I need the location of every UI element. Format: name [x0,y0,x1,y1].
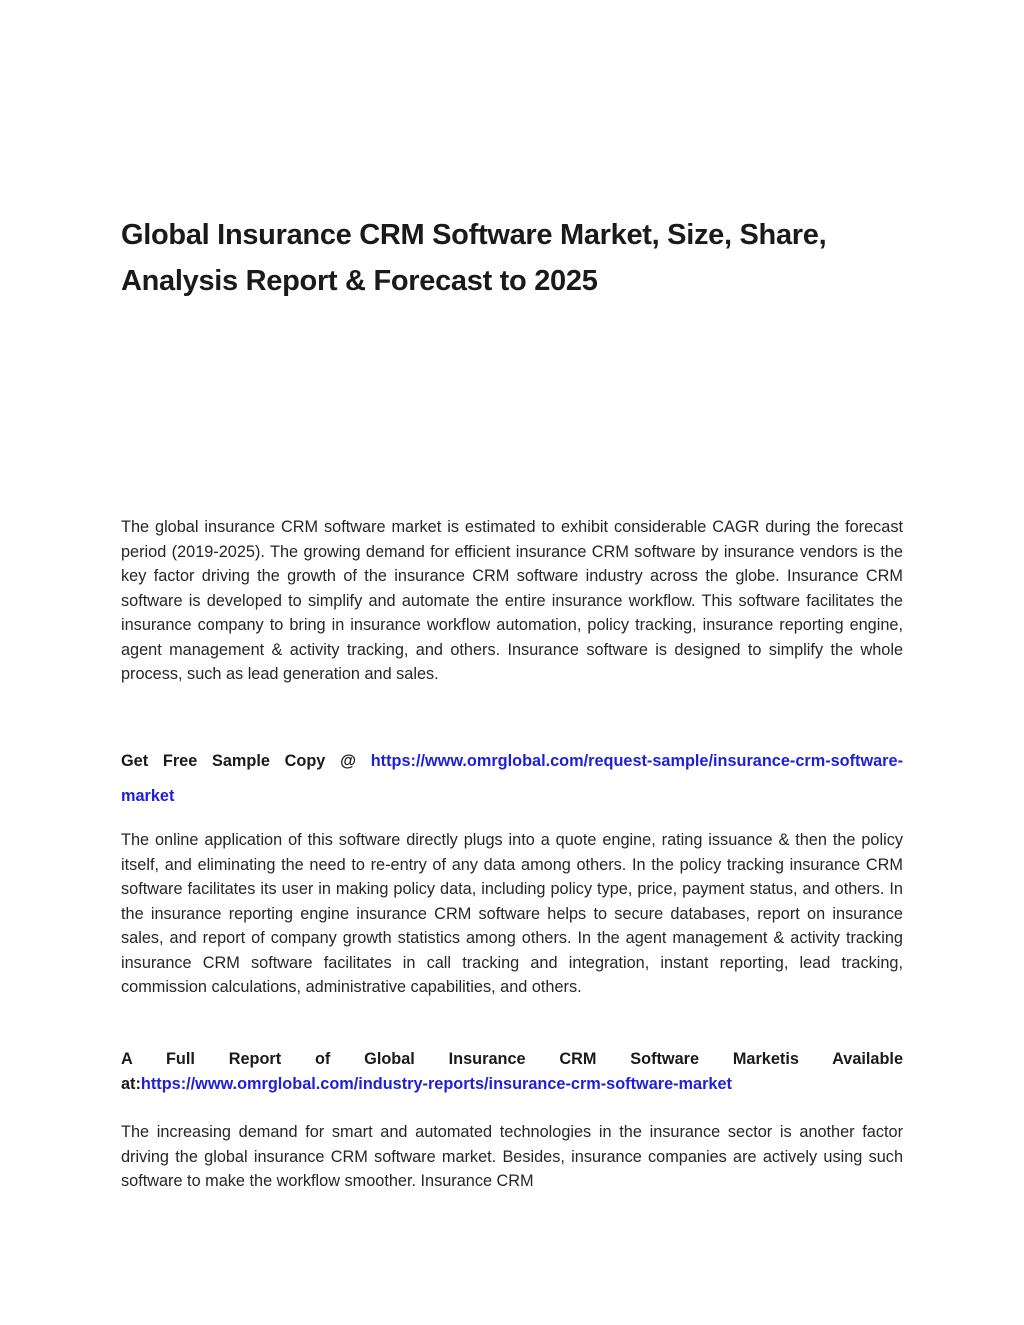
full-report-link[interactable]: https://www.omrglobal.com/industry-reports/insurance-crm-software-market [140,1075,732,1093]
sample-copy-link[interactable]: https://www.omrglobal.com/request-sample/insurance-crm-software-market [121,752,903,805]
demand-paragraph: The increasing demand for smart and automated technologies in the insurance sector is another factor driving the global insurance CRM software market. Besides, insurance companies are actively using such software to make the workflow smoother. Insurance CRM [121,1123,903,1190]
intro-paragraph: The global insurance CRM software market is estimated to exhibit considerable CAGR during the forecast period (2019-2025). The growing demand for efficient insurance CRM software by insurance vendors is the key factor driving the growth of the insurance CRM software industry across the globe. Insurance CRM software is developed to simplify and automate the entire insurance workflow. This software facilitates the insurance company to bring in insurance workflow automation, policy tracking, insurance reporting engine, agent management & activity tracking, and others. Insurance software is designed to simplify the whole process, such as lead generation and sales. [121,518,903,683]
sample-copy-label: Get Free Sample Copy @ [121,752,371,770]
sample-copy-callout [121,744,903,814]
application-paragraph: The online application of this software directly plugs into a quote engine, rating issuance & then the policy itself, and eliminating the need to re-entry of any data among others. In the policy tracking insurance CRM software facilitates its user in making policy data, including policy type, price, payment status, and others. In the insurance reporting engine insurance CRM software helps to secure databases, report on insurance sales, and report of company growth statistics among others. In the agent management & activity tracking insurance CRM software facilitates in call tracking and integration, instant reporting, lead tracking, commission calculations, administrative capabilities, and others. [121,831,903,996]
full-report-callout [121,1047,903,1097]
full-report-label: A Full Report of Global Insurance CRM Software Marketis Available at: [121,1050,903,1093]
document-title: Global Insurance CRM Software Market, Size, Share, Analysis Report & Forecast to 2025 [121,219,827,297]
